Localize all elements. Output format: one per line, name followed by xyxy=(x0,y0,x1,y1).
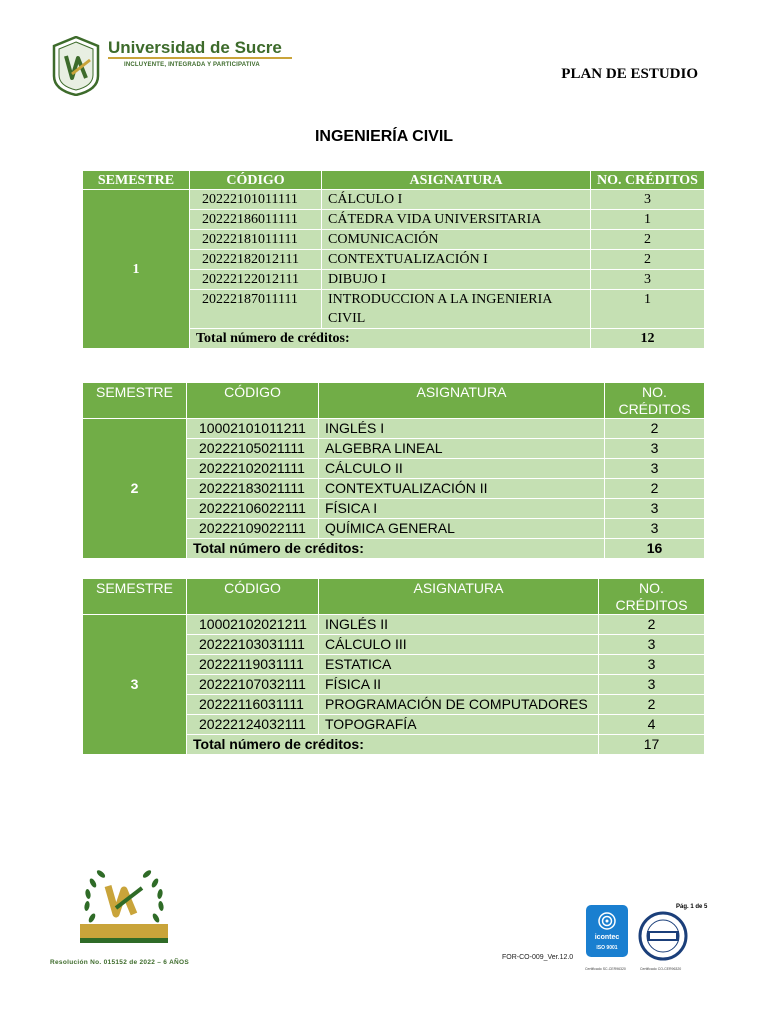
page-title: INGENIERÍA CIVIL xyxy=(314,128,454,145)
table-header-row xyxy=(83,171,705,190)
course-code: 20222186011111 xyxy=(190,210,322,230)
course-credits: 3 xyxy=(599,655,705,675)
table-row xyxy=(83,190,705,210)
course-credits: 2 xyxy=(599,615,705,635)
course-code: 20222182012111 xyxy=(190,250,322,270)
col-header-creditos: NO. CRÉDITOS xyxy=(591,171,705,190)
col-header-codigo: CÓDIGO xyxy=(190,171,322,190)
col-header-creditos: NO. CRÉDITOS xyxy=(599,579,705,615)
course-code: 20222107032111 xyxy=(187,675,319,695)
course-code: 20222124032111 xyxy=(187,715,319,735)
col-header-codigo: CÓDIGO xyxy=(187,579,319,615)
course-name: CÁLCULO I xyxy=(322,190,591,210)
table-row xyxy=(83,419,705,439)
icontec-icon xyxy=(597,911,617,931)
course-code: 20222122012111 xyxy=(190,270,322,290)
document-type: PLAN DE ESTUDIO xyxy=(561,66,698,82)
total-credits: 12 xyxy=(591,329,705,349)
col-header-semestre: SEMESTRE xyxy=(83,579,187,615)
course-name: ALGEBRA LINEAL xyxy=(319,439,605,459)
course-code: 20222119031111 xyxy=(187,655,319,675)
col-header-asignatura: ASIGNATURA xyxy=(322,171,591,190)
resolution-text: Resolución No. 015152 de 2022 – 6 AÑOS xyxy=(50,959,190,966)
form-code: FOR-CO-009_Ver.12.0 xyxy=(502,954,574,961)
header-divider xyxy=(108,57,292,59)
course-code: 20222187011111 xyxy=(190,290,322,329)
total-credits: 17 xyxy=(599,735,705,755)
course-name: CÁLCULO III xyxy=(319,635,599,655)
total-label: Total número de créditos: xyxy=(187,735,599,755)
course-name: QUÍMICA GENERAL xyxy=(319,519,605,539)
col-header-semestre: SEMESTRE xyxy=(83,171,190,190)
course-name: PROGRAMACIÓN DE COMPUTADORES xyxy=(319,695,599,715)
course-credits: 3 xyxy=(605,499,705,519)
col-header-creditos: NO. CRÉDITOS xyxy=(605,383,705,419)
course-code: 20222181011111 xyxy=(190,230,322,250)
page-number: Pág. 1 de 5 xyxy=(676,904,708,910)
course-name: INGLÉS II xyxy=(319,615,599,635)
course-name: ESTATICA xyxy=(319,655,599,675)
course-credits: 2 xyxy=(591,230,705,250)
certificate-1: Certificado SC-CER96320 xyxy=(585,967,626,971)
course-credits: 2 xyxy=(605,479,705,499)
course-name: COMUNICACIÓN xyxy=(322,230,591,250)
course-code: 20222105021111 xyxy=(187,439,319,459)
course-code: 20222106022111 xyxy=(187,499,319,519)
course-credits: 3 xyxy=(599,675,705,695)
course-credits: 1 xyxy=(591,290,705,329)
total-credits: 16 xyxy=(605,539,705,559)
semester-table-1 xyxy=(82,170,705,349)
total-label: Total número de créditos: xyxy=(190,329,591,349)
semester-table-2 xyxy=(82,382,705,559)
course-name: CONTEXTUALIZACIÓN II xyxy=(319,479,605,499)
course-credits: 3 xyxy=(591,270,705,290)
course-name: TOPOGRAFÍA xyxy=(319,715,599,735)
university-slogan: INCLUYENTE, INTEGRADA Y PARTICIPATIVA xyxy=(124,62,260,68)
iqnet-certification-icon xyxy=(638,911,688,961)
col-header-codigo: CÓDIGO xyxy=(187,383,319,419)
total-label: Total número de créditos: xyxy=(187,539,605,559)
course-code: 20222101011111 xyxy=(190,190,322,210)
course-code: 20222116031111 xyxy=(187,695,319,715)
course-code: 20222103031111 xyxy=(187,635,319,655)
course-name: DIBUJO I xyxy=(322,270,591,290)
icontec-badge xyxy=(586,905,628,957)
course-code: 20222102021111 xyxy=(187,459,319,479)
course-code: 10002102021211 xyxy=(187,615,319,635)
course-name: INTRODUCCION A LA INGENIERIA CIVIL xyxy=(322,290,591,329)
course-credits: 2 xyxy=(605,419,705,439)
course-name: CÁLCULO II xyxy=(319,459,605,479)
university-name: Universidad de Sucre xyxy=(108,38,282,57)
course-name: FÍSICA I xyxy=(319,499,605,519)
course-credits: 1 xyxy=(591,210,705,230)
course-credits: 3 xyxy=(605,439,705,459)
course-name: CÁTEDRA VIDA UNIVERSITARIA xyxy=(322,210,591,230)
accreditation-laurel-logo-icon xyxy=(72,858,176,954)
course-code: 20222109022111 xyxy=(187,519,319,539)
table-header-row xyxy=(83,579,705,615)
course-code: 20222183021111 xyxy=(187,479,319,499)
semester-number: 1 xyxy=(83,190,190,349)
semester-number: 2 xyxy=(83,419,187,559)
semester-table-3 xyxy=(82,578,705,755)
table-row xyxy=(83,615,705,635)
icontec-iso: ISO 9001 xyxy=(596,945,618,951)
university-logo-icon xyxy=(52,36,100,96)
course-credits: 3 xyxy=(605,519,705,539)
semester-number: 3 xyxy=(83,615,187,755)
course-credits: 4 xyxy=(599,715,705,735)
course-name: FÍSICA II xyxy=(319,675,599,695)
col-header-asignatura: ASIGNATURA xyxy=(319,383,605,419)
col-header-asignatura: ASIGNATURA xyxy=(319,579,599,615)
course-credits: 2 xyxy=(591,250,705,270)
table-header-row xyxy=(83,383,705,419)
course-name: INGLÉS I xyxy=(319,419,605,439)
course-code: 10002101011211 xyxy=(187,419,319,439)
course-credits: 2 xyxy=(599,695,705,715)
certificate-2: Certificado CO-CER96320 xyxy=(640,967,682,971)
col-header-semestre: SEMESTRE xyxy=(83,383,187,419)
course-credits: 3 xyxy=(605,459,705,479)
course-credits: 3 xyxy=(599,635,705,655)
icontec-name: icontec xyxy=(594,934,620,941)
course-credits: 3 xyxy=(591,190,705,210)
course-name: CONTEXTUALIZACIÓN I xyxy=(322,250,591,270)
